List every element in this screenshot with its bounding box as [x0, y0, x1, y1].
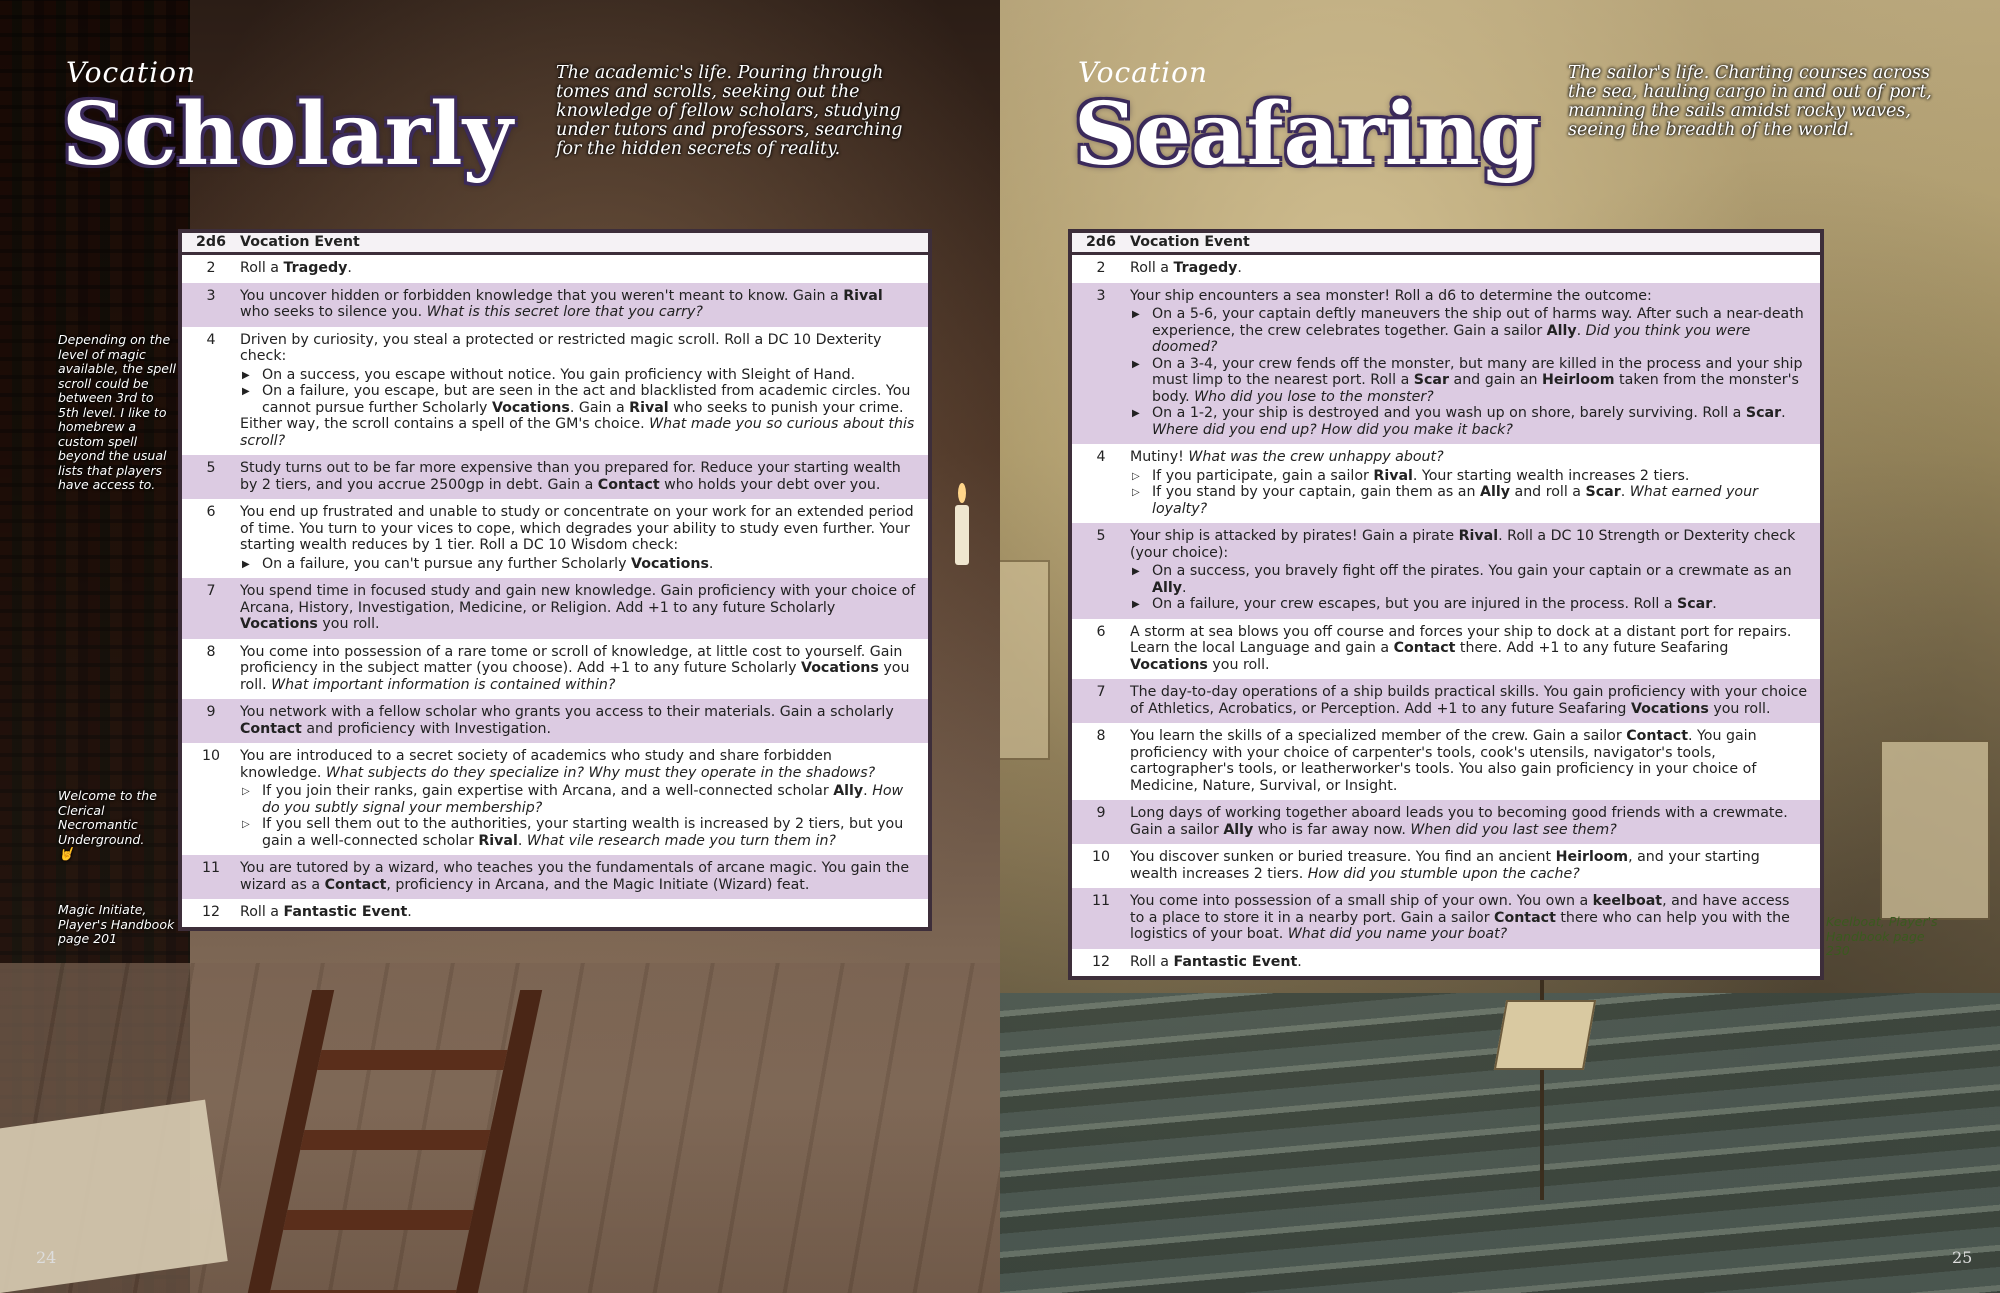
table-row — [182, 455, 928, 499]
outcome-item — [240, 816, 916, 849]
text-segment: there. Add +1 to any future Seafaring — [1455, 640, 1729, 656]
text-segment: . — [407, 904, 412, 920]
text-segment: What vile research made you turn them in? — [526, 832, 836, 849]
event-text — [240, 583, 916, 633]
table-row — [1072, 844, 1820, 888]
text-segment: When did you last see them? — [1410, 821, 1617, 838]
event-text — [240, 460, 916, 493]
outcome-list — [1130, 306, 1808, 438]
event-followup — [240, 416, 916, 449]
text-segment: Scar — [1413, 372, 1449, 388]
text-segment: . You gain proficiency with your choice of carpenter's tools, cook's utensils, navigator's tools, cartographer's tools, or leatherworker's tools. You also gain proficiency in your choice of Medicine, Nature, Survival, or Insight. — [1130, 728, 1757, 794]
text-segment: Roll a — [1130, 953, 1174, 970]
text-segment: If you stand by your captain, gain them as an — [1152, 484, 1481, 500]
outcome-list — [1130, 563, 1808, 613]
roll-number: 10 — [201, 748, 221, 764]
event-description — [1130, 624, 1820, 674]
sidenote-welcome: Welcome to the Clerical Necromantic Underground. 🤘 — [58, 788, 157, 861]
text-segment: Your ship is attacked by pirates! Gain a pirate — [1130, 528, 1459, 544]
text-segment: What important information is contained within? — [271, 676, 616, 693]
text-segment: , and have access to a place to store it in a nearby port. Gain a sailor — [1130, 893, 1790, 926]
text-segment: Ally — [833, 783, 864, 799]
text-segment: If you participate, gain a sailor — [1152, 467, 1374, 484]
text-segment: You are tutored by a wizard, who teaches you the fundamentals of arcane magic. You gain the wizard as a — [240, 860, 910, 893]
event-text — [1130, 728, 1808, 794]
intro-text: The academic's life. Pouring through tomes and scrolls, seeking out the knowledge of fellow scholars, studying under tutors and professors, searching for the hidden secrets of reality. — [556, 63, 903, 159]
text-segment: Who did you lose to the monster? — [1194, 388, 1434, 405]
roll-number: 5 — [206, 460, 216, 476]
roll-number: 2 — [1096, 260, 1106, 276]
table-row — [1072, 255, 1820, 283]
sidenote-keelboat: Keelboat, Player's Handbook page 230 — [1826, 914, 1938, 958]
text-segment: Ally — [1546, 322, 1577, 339]
event-description — [1130, 288, 1820, 439]
text-segment: . — [1297, 953, 1302, 970]
text-segment: . Your starting wealth increases 2 tiers. — [1412, 467, 1690, 484]
event-text — [1130, 805, 1808, 838]
text-segment: Contact — [1393, 640, 1456, 656]
text-segment: . — [1576, 322, 1586, 339]
outcome-list — [240, 367, 916, 417]
table-header — [182, 233, 928, 255]
roll-number: 9 — [1096, 805, 1106, 821]
text-segment: On a 1-2, your ship is destroyed and you wash up on shore, barely surviving. Roll a — [1152, 405, 1746, 421]
text-segment: Rival — [478, 832, 518, 849]
text-segment: , and your starting wealth increases 2 tiers. — [1130, 849, 1760, 882]
roll-number: 6 — [1096, 623, 1106, 640]
roll-number: 11 — [1091, 893, 1111, 909]
text-segment: Ally — [1480, 484, 1510, 500]
sidenote-magic-initiate: Magic Initiate, Player's Handbook page 201 — [58, 902, 175, 946]
event-description — [1130, 728, 1820, 794]
text-segment: Mutiny! — [1130, 449, 1189, 465]
outcome-item — [240, 383, 916, 416]
table-row — [182, 499, 928, 578]
outcome-item — [240, 783, 916, 816]
text-segment: there who can help you with the logistics of your boat. — [1130, 909, 1790, 942]
table-row — [182, 255, 928, 283]
event-text — [1130, 849, 1808, 882]
roll-number: 12 — [201, 904, 221, 920]
roll-number: 3 — [206, 287, 216, 304]
sail-illustration — [1880, 740, 1990, 920]
page-title: Seafaring — [1074, 84, 1540, 185]
event-description — [1130, 449, 1820, 517]
text-segment: What made you so curious about this scroll? — [240, 416, 915, 449]
event-text — [1130, 893, 1808, 943]
text-segment: You network with a fellow scholar who grants you access to their materials. Gain a scholarly — [240, 704, 894, 720]
text-segment: . — [347, 260, 352, 276]
event-description — [240, 504, 928, 572]
header-roll: 2d6 — [196, 234, 226, 251]
text-segment: and roll a — [1509, 484, 1586, 500]
table-row — [1072, 800, 1820, 844]
event-description — [1130, 684, 1820, 717]
text-segment: Rival — [1458, 528, 1499, 544]
text-segment: Fantastic Event — [283, 904, 408, 920]
text-segment: What was the crew unhappy about? — [1188, 449, 1444, 465]
event-text — [1130, 449, 1808, 466]
text-segment: Roll a — [1130, 260, 1174, 276]
text-segment: The day-to-day operations of a ship builds practical skills. You gain proficiency with your choice of Athletics, Acrobatics, or Perception. Add +1 to any future Seafaring — [1130, 684, 1808, 717]
table-row — [182, 327, 928, 456]
text-segment: On a failure, you can't pursue any further Scholarly — [262, 555, 632, 572]
event-text — [1130, 528, 1808, 561]
text-segment: Rival — [1373, 467, 1413, 484]
page-seafaring — [1000, 0, 2000, 1293]
text-segment: Rival — [629, 399, 669, 416]
event-description — [240, 260, 928, 277]
outcome-item — [1130, 405, 1808, 438]
event-description — [240, 332, 928, 450]
roll-number: 4 — [206, 331, 216, 348]
vocation-label: Vocation — [1078, 56, 1208, 89]
table-row — [1072, 888, 1820, 949]
text-segment: How did you stumble upon the cache? — [1307, 865, 1580, 882]
roll-number: 12 — [1091, 953, 1111, 970]
event-text — [240, 504, 916, 554]
text-segment: . — [1237, 260, 1242, 276]
event-text — [240, 704, 916, 737]
table-row — [1072, 283, 1820, 445]
text-segment: Tragedy — [283, 260, 348, 276]
text-segment: you roll. — [317, 616, 380, 632]
text-segment: . — [708, 555, 714, 572]
text-segment: Study turns out to be far more expensive than you prepared for. Reduce your starting wealth by 2 tiers, and you accrue 2500gp in debt. Gain a — [240, 460, 901, 493]
roll-number: 7 — [1096, 684, 1106, 700]
text-segment: Fantastic Event — [1173, 953, 1298, 970]
text-segment: Tragedy — [1173, 260, 1238, 276]
text-segment: If you sell them out to the authorities, your starting wealth is increased by 2 tiers, but you gain a well-connected scholar — [262, 816, 904, 849]
text-segment: Vocations — [240, 616, 318, 632]
roll-number: 10 — [1091, 849, 1111, 865]
event-text — [1130, 260, 1808, 277]
text-segment: Contact — [240, 720, 302, 737]
table-row — [182, 639, 928, 700]
text-segment: you roll. — [1207, 656, 1270, 673]
text-segment: Driven by curiosity, you steal a protected or restricted magic scroll. Roll a DC 10 Dexterity check: — [240, 331, 882, 364]
text-segment: and proficiency with Investigation. — [301, 720, 552, 737]
event-text — [240, 260, 916, 277]
text-segment: . Roll a DC 10 Strength or Dexterity check (your choice): — [1130, 528, 1796, 561]
text-segment: . — [1181, 579, 1187, 596]
event-description — [1130, 260, 1820, 277]
text-segment: Ally — [1152, 579, 1182, 596]
text-segment: What did you name your boat? — [1287, 926, 1508, 942]
event-text — [240, 860, 916, 893]
text-segment: taken from the monster's body. — [1152, 372, 1799, 405]
text-segment: You learn the skills of a specialized member of the crew. Gain a sailor — [1130, 728, 1627, 744]
table-row — [1072, 619, 1820, 680]
text-segment: You discover sunken or buried treasure. You find an ancient — [1130, 849, 1556, 865]
table-row — [1072, 949, 1820, 977]
vocation-event-table — [1068, 229, 1824, 980]
outcome-item — [240, 367, 916, 384]
text-segment: A storm at sea blows you off course and forces your ship to dock at a distant port for repairs. Learn the local Language and gain a — [1130, 623, 1792, 656]
outcome-item — [1130, 356, 1808, 406]
text-segment: Did you think you were doomed? — [1152, 322, 1751, 355]
event-description — [1130, 849, 1820, 882]
text-segment: Where did you end up? How did you make it back? — [1152, 421, 1513, 438]
event-description — [240, 904, 928, 921]
table-header — [1072, 233, 1820, 255]
text-segment: . — [1712, 596, 1717, 612]
vocation-event-table — [178, 229, 932, 931]
outcome-list — [240, 783, 916, 849]
text-segment: Roll a — [240, 904, 284, 920]
roll-number: 8 — [1096, 728, 1106, 744]
table-row — [1072, 679, 1820, 723]
table-row — [182, 899, 928, 927]
text-segment: . — [1620, 484, 1630, 500]
table-row — [1072, 723, 1820, 800]
text-segment: On a failure, your crew escapes, but you are injured in the process. Roll a — [1152, 596, 1678, 612]
text-segment: and gain an — [1448, 372, 1543, 388]
text-segment: Either way, the scroll contains a spell of the GM's choice. — [240, 416, 650, 432]
intro-text: The sailor's life. Charting courses across the sea, hauling cargo in and out of port, manning the sails amidst rocky waves, seeing the breadth of the world. — [1568, 63, 1932, 140]
event-text — [1130, 624, 1808, 674]
event-text — [240, 288, 916, 321]
text-segment: You come into possession of a small ship of your own. You own a — [1130, 893, 1593, 909]
outcome-item — [1130, 596, 1808, 613]
text-segment: You come into possession of a rare tome or scroll of knowledge, at little cost to yourself. Gain proficiency in the subject matter (you choose). Add +1 to any future Scholarly — [240, 643, 903, 676]
roll-number: 6 — [206, 504, 216, 520]
sail-illustration — [1000, 560, 1050, 760]
roll-number: 8 — [206, 643, 216, 660]
text-segment: you roll. — [240, 660, 910, 693]
roll-number: 9 — [206, 704, 216, 720]
outcome-item — [1130, 306, 1808, 356]
text-segment: . — [517, 832, 527, 849]
outcome-item — [240, 556, 916, 573]
event-description — [240, 644, 928, 694]
text-segment: What is this secret lore that you carry? — [426, 304, 703, 320]
text-segment: Vocations — [491, 399, 570, 416]
event-description — [1130, 893, 1820, 943]
text-segment: who is far away now. — [1253, 821, 1411, 838]
page-number: 24 — [36, 1248, 57, 1267]
text-segment: On a success, you escape without notice. You gain proficiency with Sleight of Hand. — [262, 366, 856, 383]
event-description — [1130, 528, 1820, 613]
table-row — [182, 578, 928, 639]
event-text — [1130, 954, 1808, 971]
header-event: Vocation Event — [1130, 234, 1250, 251]
event-description — [1130, 954, 1820, 971]
text-segment: who seeks to silence you. — [240, 304, 427, 320]
event-text — [240, 904, 916, 921]
event-text — [240, 644, 916, 694]
text-segment: Your ship encounters a sea monster! Roll a d6 to determine the outcome: — [1130, 287, 1652, 304]
text-segment: Contact — [1626, 728, 1688, 744]
text-segment: Scar — [1677, 596, 1713, 612]
text-segment: You uncover hidden or forbidden knowledge that you weren't meant to know. Gain a — [240, 287, 844, 304]
text-segment: Ally — [1223, 821, 1254, 838]
text-segment: , proficiency in Arcana, and the Magic Initiate (Wizard) feat. — [386, 876, 810, 893]
outcome-list — [240, 556, 916, 573]
text-segment: On a success, you bravely fight off the pirates. You gain your captain or a crewmate as an — [1152, 563, 1792, 579]
page-title: Scholarly — [62, 84, 513, 185]
text-segment: You spend time in focused study and gain new knowledge. Gain proficiency with your choice of Arcana, History, Investigation, Medicine, or Religion. Add +1 to any future Scholarly — [240, 583, 916, 616]
event-description — [240, 748, 928, 849]
text-segment: Roll a — [240, 260, 284, 276]
text-segment: Vocations — [1630, 700, 1709, 717]
text-segment: Heirloom — [1555, 849, 1629, 865]
table-body — [1072, 255, 1820, 976]
vocation-label: Vocation — [66, 56, 196, 89]
table-row — [182, 699, 928, 743]
event-description — [240, 460, 928, 493]
text-segment: . Gain a — [569, 399, 630, 416]
text-segment: What subjects do they specialize in? Why must they operate in the shadows? — [325, 764, 876, 781]
text-segment: Vocations — [800, 660, 879, 676]
candle-icon — [955, 505, 969, 565]
table-row — [1072, 523, 1820, 619]
page-number: 25 — [1952, 1248, 1973, 1267]
outcome-item — [1130, 484, 1808, 517]
event-text — [1130, 288, 1808, 305]
text-segment: Long days of working together aboard leads you to becoming good friends with a crewmate. Gain a sailor — [1130, 805, 1788, 838]
text-segment: keelboat — [1592, 893, 1663, 909]
event-text — [1130, 684, 1808, 717]
outcome-list — [1130, 468, 1808, 518]
text-segment: . — [1781, 405, 1786, 421]
text-segment: . — [863, 783, 873, 799]
text-segment: On a 5-6, your captain deftly maneuvers the ship out of harms way. After such a near-death experience, the crew celebrates together. Gain a sailor — [1152, 306, 1804, 339]
text-segment: On a 3-4, your crew fends off the monster, but many are killed in the process and your ship must limp to the nearest port. Roll a — [1152, 355, 1803, 388]
text-segment: who seeks to punish your crime. — [668, 399, 904, 416]
table-body — [182, 255, 928, 927]
text-segment: You are introduced to a secret society of academics who study and share forbidden knowledge. — [240, 748, 832, 781]
text-segment: Heirloom — [1542, 372, 1615, 388]
text-segment: If you join their ranks, gain expertise with Arcana, and a well-connected scholar — [262, 783, 834, 799]
parchment-illustration — [0, 1100, 228, 1293]
event-description — [240, 704, 928, 737]
text-segment: On a failure, you escape, but are seen in the act and blacklisted from academic circles. You cannot pursue further Scholarly — [262, 383, 911, 416]
outcome-item — [1130, 468, 1808, 485]
text-segment: Contact — [324, 876, 387, 893]
text-segment: you roll. — [1708, 700, 1771, 717]
event-description — [1130, 805, 1820, 838]
header-roll: 2d6 — [1086, 234, 1116, 251]
text-segment: Scar — [1745, 405, 1782, 421]
text-segment: Contact — [1494, 909, 1556, 926]
roll-number: 5 — [1096, 528, 1106, 544]
sidenote-magic: Depending on the level of magic available, the spell scroll could be between 3rd to 5th level. I like to homebrew a custom spell beyond the usual lists that players have access to. — [58, 332, 176, 492]
outcome-item — [1130, 563, 1808, 596]
text-segment: How do you subtly signal your membership? — [262, 783, 904, 816]
text-segment: Contact — [597, 476, 660, 493]
text-segment: You end up frustrated and unable to study or concentrate on your work for an extended period of time. You turn to your vices to cope, which degrades your ability to study even further. Your starting wealth reduces by 1 tier. Roll a DC 10 Wisdom check: — [240, 504, 914, 553]
table-row — [182, 283, 928, 327]
text-segment: What earned your loyalty? — [1152, 484, 1758, 517]
event-description — [240, 288, 928, 321]
roll-number: 7 — [206, 583, 216, 599]
event-description — [240, 860, 928, 893]
event-description — [240, 583, 928, 633]
text-segment: who holds your debt over you. — [659, 476, 881, 493]
roll-number: 3 — [1096, 287, 1106, 304]
text-segment: Vocations — [631, 555, 709, 572]
event-text — [240, 332, 916, 365]
table-row — [1072, 444, 1820, 523]
event-text — [240, 748, 916, 781]
header-event: Vocation Event — [240, 234, 360, 251]
table-row — [182, 743, 928, 855]
roll-number: 2 — [206, 260, 216, 276]
text-segment: Rival — [843, 287, 883, 304]
sail-illustration — [1494, 1000, 1596, 1070]
text-segment: Vocations — [1130, 656, 1208, 673]
roll-number: 11 — [201, 860, 221, 876]
table-row — [182, 855, 928, 899]
roll-number: 4 — [1096, 449, 1106, 465]
text-segment: Scar — [1585, 484, 1621, 500]
